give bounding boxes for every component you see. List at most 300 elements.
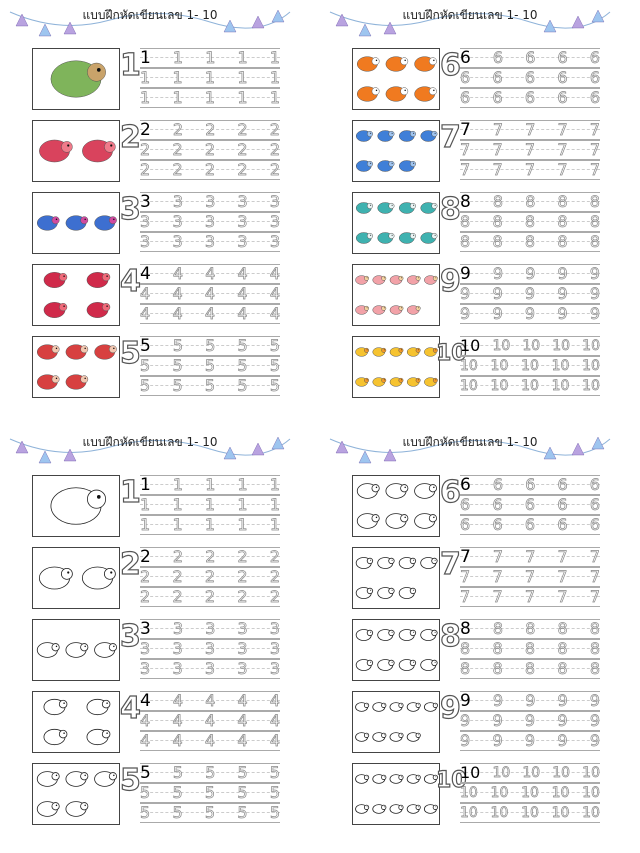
stingray-icon <box>407 775 420 784</box>
tracing-line[interactable] <box>460 336 602 356</box>
stingray-icon <box>399 130 416 141</box>
tracing-line[interactable] <box>460 639 602 659</box>
seahorse-icon <box>407 733 420 742</box>
guide-rule <box>460 323 600 324</box>
squid-icon <box>415 484 437 499</box>
tracing-line[interactable] <box>140 711 282 731</box>
hermit-crab-icon <box>66 375 88 390</box>
dotted-digit: 10 <box>521 378 539 394</box>
number-row <box>0 547 300 609</box>
tracing-line[interactable] <box>460 48 602 68</box>
tracing-line[interactable] <box>460 120 602 140</box>
seahorse-icon <box>95 216 117 231</box>
dotted-digit: 8 <box>460 659 471 678</box>
dotted-digit: 9 <box>460 711 471 730</box>
counting-picture <box>32 48 120 110</box>
tracing-line[interactable] <box>460 783 602 803</box>
trace-digits <box>460 305 600 323</box>
trace-digits <box>460 161 600 179</box>
dotted-digit: 9 <box>460 284 471 303</box>
jellyfish-icon <box>407 306 420 315</box>
tracing-lines[interactable] <box>460 619 602 681</box>
yellow-fish-icon <box>407 348 420 357</box>
tracing-lines[interactable] <box>460 264 602 326</box>
seahorse-icon <box>356 703 369 712</box>
dotted-digit: 5 <box>237 803 248 822</box>
tracing-line[interactable] <box>460 495 602 515</box>
dotted-digit: 8 <box>557 619 568 638</box>
dotted-digit: 7 <box>525 547 536 566</box>
tracing-line[interactable] <box>140 475 282 495</box>
tracing-line[interactable] <box>460 356 602 376</box>
guide-rule <box>140 107 280 108</box>
trace-digits <box>140 193 280 211</box>
dotted-digit: 4 <box>237 691 248 710</box>
tracing-line[interactable] <box>140 336 282 356</box>
dotted-digit: 4 <box>237 284 248 303</box>
dotted-digit: 4 <box>237 304 248 323</box>
dotted-digit: 8 <box>557 232 568 251</box>
seahorse-icon <box>87 729 110 744</box>
tracing-line[interactable] <box>460 619 602 639</box>
tracing-line[interactable] <box>140 48 282 68</box>
dotted-digit: 1 <box>172 515 183 534</box>
dotted-digit: 3 <box>204 212 216 231</box>
trace-digits <box>140 784 280 802</box>
counting-picture <box>32 691 120 753</box>
dotted-digit: 6 <box>492 515 503 534</box>
stingray-icon <box>390 775 403 784</box>
model-digit: 2 <box>140 547 151 567</box>
tracing-line[interactable] <box>460 304 602 324</box>
trace-digits <box>140 516 280 534</box>
trace-digits <box>460 285 600 303</box>
tracing-line[interactable] <box>460 567 602 587</box>
dotted-digit: 5 <box>172 763 184 782</box>
whale-icon <box>353 548 439 608</box>
dotted-digit: 4 <box>269 711 280 730</box>
trace-digits <box>460 660 600 678</box>
outline-number: 1 <box>120 475 141 510</box>
trace-digits <box>140 476 280 494</box>
seahorse-icon <box>407 703 420 712</box>
tracing-line[interactable] <box>460 160 602 180</box>
seahorse-icon <box>390 703 403 712</box>
guide-rule <box>140 534 280 535</box>
stingray-icon <box>399 160 416 171</box>
tracing-line[interactable] <box>140 803 282 823</box>
outline-number: 4 <box>120 264 141 299</box>
stingray-icon <box>407 805 420 814</box>
dotted-digit: 6 <box>460 88 471 107</box>
tracing-line[interactable] <box>140 783 282 803</box>
dotted-digit: 6 <box>589 515 600 534</box>
outline-number: 9 <box>440 264 461 299</box>
tracing-line[interactable] <box>140 619 282 639</box>
number-row <box>320 192 620 254</box>
yellow-fish-icon <box>356 348 369 357</box>
outline-number: 7 <box>440 120 461 155</box>
hermit-crab-icon <box>37 345 59 360</box>
dotted-digit: 7 <box>492 160 503 179</box>
dotted-digit: 9 <box>492 304 503 323</box>
whale-icon <box>378 557 395 568</box>
tracing-line[interactable] <box>460 731 602 751</box>
outline-number: 1 <box>120 48 141 83</box>
dotted-digit: 1 <box>269 88 280 107</box>
model-digit: 5 <box>140 763 151 783</box>
number-row <box>0 120 300 182</box>
dotted-digit: 10 <box>552 765 571 781</box>
trace-digits <box>140 141 280 159</box>
number-row <box>320 48 620 110</box>
tracing-lines[interactable] <box>460 336 602 398</box>
hermit-crab-icon <box>66 345 88 360</box>
tracing-line[interactable] <box>140 567 282 587</box>
dotted-digit: 3 <box>237 212 248 231</box>
clam-icon <box>399 232 416 243</box>
tracing-line[interactable] <box>460 803 602 823</box>
tracing-lines[interactable] <box>140 48 282 110</box>
trace-digits <box>140 640 280 658</box>
tracing-line[interactable] <box>140 160 282 180</box>
trace-digits <box>140 89 280 107</box>
outline-number: 5 <box>120 763 141 798</box>
trace-digits <box>140 712 280 730</box>
number-row <box>320 336 620 398</box>
dotted-digit: 1 <box>237 68 248 87</box>
starfish-icon <box>421 629 438 640</box>
dotted-digit: 3 <box>269 192 280 211</box>
tracing-line[interactable] <box>460 691 602 711</box>
dotted-digit: 2 <box>204 567 216 586</box>
dotted-digit: 2 <box>269 120 280 139</box>
dotted-digit: 6 <box>524 495 536 514</box>
trace-digits <box>140 588 280 606</box>
tracing-lines[interactable] <box>140 120 282 182</box>
model-digit: 2 <box>140 120 151 140</box>
tracing-lines[interactable] <box>140 547 282 609</box>
number-row <box>320 547 620 609</box>
dotted-digit: 1 <box>237 515 248 534</box>
yellow-fish-icon <box>424 378 437 387</box>
model-digit: 4 <box>140 264 151 284</box>
tracing-line[interactable] <box>460 376 602 396</box>
dotted-digit: 7 <box>557 120 568 139</box>
dotted-digit: 4 <box>204 731 216 750</box>
tracing-line[interactable] <box>460 711 602 731</box>
dotted-digit: 6 <box>460 68 471 87</box>
hermit-crab-icon <box>95 345 117 360</box>
counting-picture <box>352 336 440 398</box>
seahorse-icon <box>44 729 67 744</box>
dotted-digit: 8 <box>524 232 536 251</box>
dotted-digit: 6 <box>589 475 600 494</box>
dotted-digit: 3 <box>172 639 183 658</box>
dotted-digit: 4 <box>172 304 183 323</box>
dotted-digit: 6 <box>492 68 503 87</box>
dotted-digit: 9 <box>524 731 536 750</box>
dotted-digit: 8 <box>589 639 600 658</box>
tracing-lines[interactable] <box>140 619 282 681</box>
counting-picture <box>352 264 440 326</box>
seahorse-icon <box>44 699 67 714</box>
octopus-icon <box>44 272 67 287</box>
tracing-line[interactable] <box>460 212 602 232</box>
clownfish-icon <box>353 49 439 109</box>
trace-digits <box>460 548 600 566</box>
worksheet-title: แบบฝึกหัดเขียนเลข 1- 10 <box>402 435 538 449</box>
tracing-line[interactable] <box>140 495 282 515</box>
tracing-lines[interactable] <box>140 264 282 326</box>
worksheet-panel <box>0 427 300 827</box>
tracing-lines[interactable] <box>460 691 602 753</box>
dotted-digit: 7 <box>492 547 504 566</box>
dotted-digit: 4 <box>140 711 151 730</box>
model-digit: 3 <box>140 619 151 639</box>
dotted-digit: 9 <box>557 691 568 710</box>
tracing-lines[interactable] <box>460 475 602 537</box>
dotted-digit: 1 <box>205 475 216 494</box>
squid-icon <box>386 514 408 529</box>
trace-digits <box>460 804 600 822</box>
dotted-digit: 1 <box>269 515 280 534</box>
tracing-lines[interactable] <box>460 547 602 609</box>
tracing-line[interactable] <box>140 659 282 679</box>
tracing-line[interactable] <box>140 264 282 284</box>
dotted-digit: 2 <box>172 120 184 139</box>
outline-number: 2 <box>120 120 141 155</box>
tracing-line[interactable] <box>140 232 282 252</box>
trace-digits <box>140 233 280 251</box>
tracing-line[interactable] <box>460 140 602 160</box>
number-row <box>0 475 300 537</box>
worksheet-title: แบบฝึกหัดเขียนเลข 1- 10 <box>402 8 538 22</box>
tracing-line[interactable] <box>460 264 602 284</box>
guide-rule <box>140 822 280 823</box>
stingray-icon <box>373 805 386 814</box>
hermit-crab-icon <box>33 337 119 397</box>
tracing-line[interactable] <box>140 356 282 376</box>
counting-picture <box>32 547 120 609</box>
dotted-digit: 4 <box>237 731 248 750</box>
tracing-line[interactable] <box>140 304 282 324</box>
tracing-line[interactable] <box>460 68 602 88</box>
model-digit: 4 <box>140 691 151 711</box>
tracing-line[interactable] <box>140 639 282 659</box>
tracing-line[interactable] <box>460 475 602 495</box>
tracing-line[interactable] <box>140 284 282 304</box>
starfish-icon <box>353 620 439 680</box>
worksheet-title: แบบฝึกหัดเขียนเลข 1- 10 <box>82 8 218 22</box>
model-digit: 7 <box>460 120 471 140</box>
counting-picture <box>352 619 440 681</box>
dotted-digit: 4 <box>269 264 280 283</box>
dotted-digit: 9 <box>589 731 600 750</box>
tracing-line[interactable] <box>460 763 602 783</box>
number-row <box>0 192 300 254</box>
dotted-digit: 4 <box>172 731 183 750</box>
hermit-crab-icon <box>37 375 59 390</box>
seahorse-icon <box>66 216 88 231</box>
trace-digits <box>140 265 280 283</box>
tracing-line[interactable] <box>140 691 282 711</box>
outline-number: 6 <box>440 48 461 83</box>
dotted-digit: 9 <box>524 304 536 323</box>
clam-icon <box>356 232 373 243</box>
dotted-digit: 10 <box>522 338 541 354</box>
dotted-digit: 3 <box>269 639 280 658</box>
tracing-line[interactable] <box>140 376 282 396</box>
tracing-lines[interactable] <box>460 120 602 182</box>
tracing-lines[interactable] <box>140 691 282 753</box>
dotted-digit: 6 <box>524 515 536 534</box>
tracing-line[interactable] <box>140 88 282 108</box>
jellyfish-icon <box>407 276 420 285</box>
trace-digits <box>460 640 600 658</box>
tracing-line[interactable] <box>460 232 602 252</box>
dotted-digit: 3 <box>172 212 183 231</box>
dotted-digit: 7 <box>589 587 600 606</box>
outline-number: 8 <box>440 192 461 227</box>
dotted-digit: 1 <box>140 68 151 87</box>
dotted-digit: 2 <box>237 160 248 179</box>
model-digit: 10 <box>460 336 481 355</box>
dotted-digit: 1 <box>140 88 151 107</box>
tracing-line[interactable] <box>460 587 602 607</box>
dotted-digit: 7 <box>589 160 600 179</box>
tracing-line[interactable] <box>140 515 282 535</box>
trace-digits <box>140 377 280 395</box>
tracing-lines[interactable] <box>140 192 282 254</box>
tracing-line[interactable] <box>140 120 282 140</box>
number-row <box>320 763 620 825</box>
yellow-fish-icon <box>407 378 420 387</box>
tracing-line[interactable] <box>140 192 282 212</box>
dotted-digit: 4 <box>237 264 248 283</box>
clam-icon <box>378 232 395 243</box>
tracing-lines[interactable] <box>460 48 602 110</box>
dotted-digit: 4 <box>204 304 216 323</box>
dotted-digit: 3 <box>140 639 151 658</box>
dotted-digit: 8 <box>492 659 503 678</box>
tracing-lines[interactable] <box>460 763 602 825</box>
squid-icon <box>415 514 437 529</box>
dotted-digit: 6 <box>525 48 536 67</box>
dotted-digit: 9 <box>557 731 568 750</box>
dotted-digit: 10 <box>582 805 600 821</box>
trace-digits <box>140 548 280 566</box>
dotted-digit: 7 <box>557 547 568 566</box>
dotted-digit: 1 <box>172 48 184 67</box>
trace-digits <box>460 620 600 638</box>
starfish-icon <box>378 659 395 670</box>
trace-digits <box>460 732 600 750</box>
tracing-line[interactable] <box>460 659 602 679</box>
squid-icon <box>357 514 379 529</box>
tracing-line[interactable] <box>140 68 282 88</box>
seahorse-icon <box>424 703 437 712</box>
whale-icon <box>356 587 373 598</box>
crab-icon <box>82 567 115 589</box>
tracing-lines[interactable] <box>460 192 602 254</box>
trace-digits <box>140 568 280 586</box>
number-row <box>0 336 300 398</box>
tracing-lines[interactable] <box>140 763 282 825</box>
dotted-digit: 5 <box>204 783 216 802</box>
dotted-digit: 7 <box>492 567 503 586</box>
trace-digits <box>140 285 280 303</box>
trace-digits <box>460 692 600 710</box>
trace-digits <box>140 49 280 67</box>
stingray-icon <box>353 121 439 181</box>
yellow-fish-icon <box>390 348 403 357</box>
dotted-digit: 9 <box>589 691 600 710</box>
tracing-line[interactable] <box>460 284 602 304</box>
tracing-line[interactable] <box>140 212 282 232</box>
dotted-digit: 10 <box>521 805 539 821</box>
worksheet-panel <box>320 0 620 400</box>
dotted-digit: 1 <box>140 515 151 534</box>
outline-number: 7 <box>440 547 461 582</box>
seahorse-icon <box>356 733 369 742</box>
counting-picture <box>352 192 440 254</box>
outline-number: 3 <box>120 619 141 654</box>
octopus-icon <box>44 302 67 317</box>
clam-icon <box>399 202 416 213</box>
whale-icon <box>356 557 373 568</box>
stingray-icon <box>390 805 403 814</box>
tracing-line[interactable] <box>140 731 282 751</box>
dotted-digit: 3 <box>204 232 216 251</box>
tracing-line[interactable] <box>140 547 282 567</box>
jellyfish-icon <box>390 276 403 285</box>
trace-digits <box>460 377 600 395</box>
model-digit: 6 <box>460 48 471 68</box>
dotted-digit: 7 <box>589 567 600 586</box>
tracing-line[interactable] <box>140 763 282 783</box>
tracing-line[interactable] <box>140 140 282 160</box>
counting-picture <box>352 547 440 609</box>
clam-icon <box>356 202 373 213</box>
dotted-digit: 3 <box>172 659 183 678</box>
dotted-digit: 2 <box>269 567 280 586</box>
tracing-line[interactable] <box>460 192 602 212</box>
guide-rule <box>460 395 600 396</box>
shell-icon <box>37 772 59 787</box>
dotted-digit: 5 <box>237 356 248 375</box>
whale-icon <box>421 557 438 568</box>
counting-picture <box>32 475 120 537</box>
dotted-digit: 1 <box>140 495 151 514</box>
dotted-digit: 6 <box>589 495 600 514</box>
guide-rule <box>460 678 600 679</box>
tracing-lines[interactable] <box>140 336 282 398</box>
starfish-icon <box>421 659 438 670</box>
tracing-line[interactable] <box>460 515 602 535</box>
tracing-line[interactable] <box>460 547 602 567</box>
tracing-lines[interactable] <box>140 475 282 537</box>
tracing-line[interactable] <box>460 88 602 108</box>
tracing-line[interactable] <box>140 587 282 607</box>
dotted-digit: 3 <box>172 619 184 638</box>
crab-icon <box>82 140 115 162</box>
trace-digits <box>460 141 600 159</box>
dotted-digit: 3 <box>237 192 248 211</box>
number-row <box>0 264 300 326</box>
dotted-digit: 4 <box>172 691 184 710</box>
number-row <box>0 763 300 825</box>
